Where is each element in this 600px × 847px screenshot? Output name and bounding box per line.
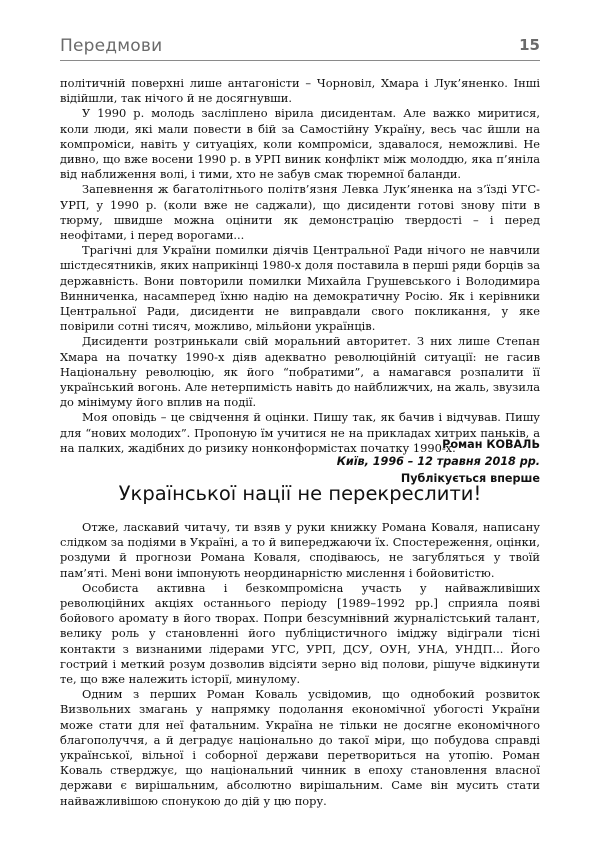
paragraph: Трагічні для України помилки діячів Центральної Ради нічого не навчили шістдесятників, яких наприкінці 1980-х доля поставила в перші ряди борців за державність. Вони повторили помилки Михайла Грушевського і Володимира Винниченка, насамперед їхню надію на демократичну Росію. Як і керівники Центральної Ради, дисиденти не виправдали свого покликання, у яке повірили сотні тисяч, можливо, мільйони українців. xyxy=(60,243,540,334)
place-and-date: Київ, 1996 – 12 травня 2018 рр. xyxy=(336,455,540,468)
paragraph: Особиста активна і безкомпромісна участь у найважливіших революційних акціях останнього періоду [1989–1992 рр.] сприяла появі бойового аромату в його творах. Попри безсумнівний журналістський талант, велику роль у становленні його публіцистичного іміджу відіграли тісні контакти з визнаними лідерами УГС, УРП, ДСУ, ОУН, УНА, УНДП... Його гострий і меткий розум дозволив відсіяти зерно від полови, рішуче відкинути те, що вже належить історії, минулому. xyxy=(60,580,540,687)
paragraph: Одним з перших Роман Коваль усвідомив, що однобокий розвиток Визвольних змагань у напрямку подолання економічної убогості України може стати для неї фатальним. Україна не тільки не досягне економічного благополуччя, а й деградує національно до такої міри, що побудова справді української, вільної і соборної держави перетвориться на утопію. Роман Коваль стверджує, що національний чинник в епоху становлення власної держави є вирішальним, абсолютно вирішальним. Саме він мусить стати найважливішою спонукою до дій у цю пору. xyxy=(60,687,540,808)
publication-note: Публікується вперше xyxy=(400,472,540,485)
paragraph: У 1990 р. молодь засліплено вірила дисидентам. Але важко миритися, коли люди, які мали повести в бій за Самостійну Україну, весь час йшли на компроміси, навіть у ситуаціях, коли компроміси, здавалося, неможливі. Не дивно, що вже восени 1990 р. в УРП виник конфлікт між молоддю, яка п’яніла від наближення волі, і тими, хто не забув смак тюремної баланди. xyxy=(60,106,540,182)
paragraph: Дисиденти розтринькали свій моральний авторитет. З них лише Степан Хмара на початку 1990-х діяв адекватно революційній ситуації: не гасив Національну революцію, як його “побратими”, а намагався розпалити її український вогонь. Але нетерпимість навіть до найближчих, на жаль, звузила до мінімуму його вплив на події. xyxy=(60,334,540,410)
section-two-body xyxy=(60,520,540,809)
author-name: Роман КОВАЛЬ xyxy=(442,438,540,451)
paragraph: політичній поверхні лише антагоністи – Чорновіл, Хмара і Лук’яненко. Інші відійшли, так нічого й не досягнувши. xyxy=(60,76,540,106)
paragraph: Моя оповідь – це свідчення й оцінки. Пишу так, як бачив і відчував. Пишу для “нових молодих”. Пропоную їм учитися не на прикладах хитрих паньків, а на палких, жадібних до ризику нонконформістах початку 1990-х. xyxy=(60,410,540,455)
signature-block xyxy=(60,436,540,487)
running-header xyxy=(60,34,540,61)
paragraph: Запевнення ж багатолітнього політв’язня Левка Лук’яненка на з’їзді УГС-УРП, у 1990 р. (коли вже не саджали), що дисиденти готові знову піти в тюрму, швидше можна оцінити як демонстрацію твердості – і перед неофітами, і перед ворогами... xyxy=(60,182,540,243)
paragraph: Отже, ласкавий читачу, ти взяв у руки книжку Романа Коваля, написану слідком за подіями в Україні, а то й випереджаючи їх. Спостереження, оцінки, роздуми й прогнози Романа Коваля, сподіваюсь, не загубляться у твоїй пам’яті. Мені вони імпонують неординарністю мислення і бойовитістю. xyxy=(60,520,540,580)
page-number: 15 xyxy=(519,36,540,54)
section-heading: Української нації не перекреслити! xyxy=(118,482,482,505)
running-header-title: Передмови xyxy=(60,36,163,56)
section-one-body xyxy=(60,76,540,456)
